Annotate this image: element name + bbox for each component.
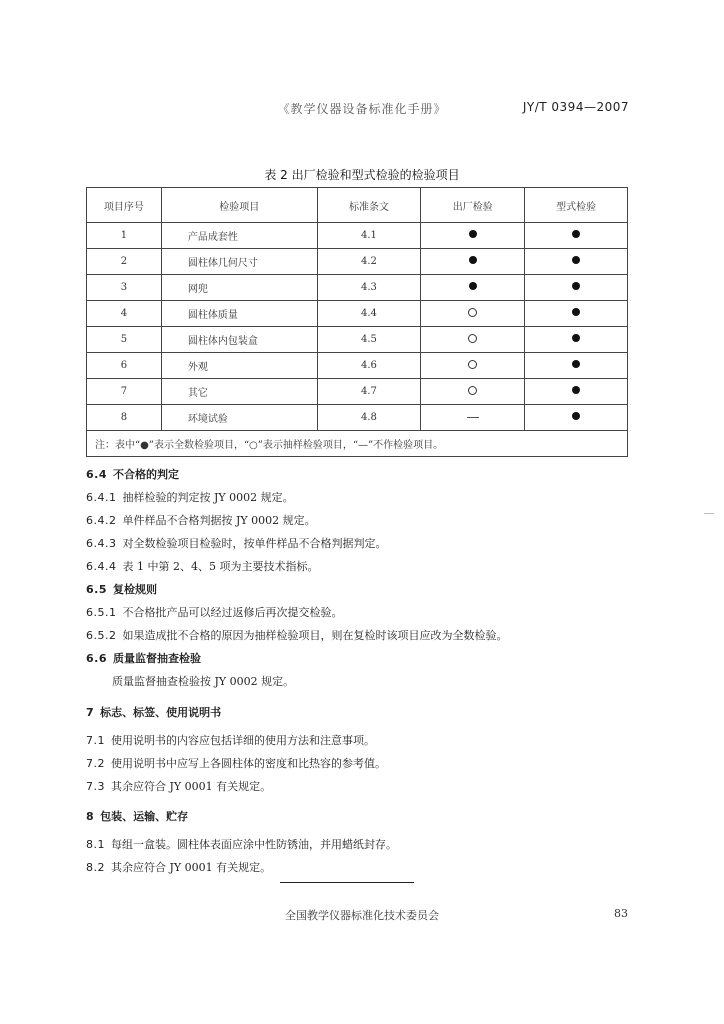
- table-row: [87, 405, 628, 431]
- sample-inspection-circle-icon: [468, 308, 477, 317]
- footer-rule: [280, 882, 414, 883]
- no-inspection-dash-icon: [467, 417, 479, 418]
- table-note: 注：表中“●”表示全数检验项目，“○”表示抽样检验项目，“—”不作检验项目。: [87, 431, 628, 457]
- row-no: 5: [87, 327, 162, 353]
- full-inspection-dot-icon: [572, 386, 580, 394]
- row-item: 其它: [161, 379, 317, 405]
- sample-inspection-circle-icon: [468, 360, 477, 369]
- row-item: 产品成套性: [161, 223, 317, 249]
- clause-6-4-4: 6.4.4 表 1 中第 2、4、5 项为主要技术指标。: [86, 560, 319, 573]
- full-inspection-dot-icon: [572, 308, 580, 316]
- row-clause: 4.8: [317, 405, 421, 431]
- col-header-clause: 标准条文: [317, 188, 421, 223]
- row-type-mark: [525, 223, 628, 249]
- row-item: 圆柱体内包装盒: [161, 327, 317, 353]
- row-clause: 4.4: [317, 301, 421, 327]
- table-row: [87, 223, 628, 249]
- table-header-row: [87, 188, 628, 223]
- clause-6-4-2: 6.4.2 单件样品不合格判据按 JY 0002 规定。: [86, 514, 316, 527]
- clause-6-4-1: 6.4.1 抽样检验的判定按 JY 0002 规定。: [86, 491, 294, 504]
- full-inspection-dot-icon: [469, 282, 477, 290]
- sample-inspection-circle-icon: [468, 334, 477, 343]
- row-type-mark: [525, 275, 628, 301]
- sample-inspection-circle-icon: [468, 386, 477, 395]
- row-no: 4: [87, 301, 162, 327]
- clause-6-4-3: 6.4.3 对全数检验项目检验时，按单件样品不合格判据判定。: [86, 537, 387, 550]
- clause-8-1: 8.1 每组一盒装。圆柱体表面应涂中性防锈油，并用蜡纸封存。: [86, 838, 397, 851]
- full-inspection-dot-icon: [572, 412, 580, 420]
- row-factory-mark: [421, 327, 525, 353]
- row-factory-mark: [421, 223, 525, 249]
- col-header-factory: 出厂检验: [421, 188, 525, 223]
- row-factory-mark: [421, 249, 525, 275]
- clause-8-2: 8.2 其余应符合 JY 0001 有关规定。: [86, 861, 272, 874]
- table-note-row: [87, 431, 628, 457]
- table-row: [87, 249, 628, 275]
- heading-6-4: 6.4 不合格的判定: [86, 468, 179, 481]
- row-factory-mark: [421, 275, 525, 301]
- row-factory-mark: [421, 301, 525, 327]
- table-row: [87, 275, 628, 301]
- row-factory-mark: [421, 353, 525, 379]
- row-item: 外观: [161, 353, 317, 379]
- col-header-item: 检验项目: [161, 188, 317, 223]
- clause-6-5-2: 6.5.2 如果造成批不合格的原因为抽样检验项目，则在复检时该项目应改为全数检验。: [86, 629, 508, 642]
- row-clause: 4.1: [317, 223, 421, 249]
- row-no: 3: [87, 275, 162, 301]
- inspection-items-table: [86, 187, 628, 457]
- clause-7-3: 7.3 其余应符合 JY 0001 有关规定。: [86, 780, 272, 793]
- full-inspection-dot-icon: [572, 282, 580, 290]
- row-type-mark: [525, 249, 628, 275]
- row-clause: 4.6: [317, 353, 421, 379]
- row-type-mark: [525, 327, 628, 353]
- clause-7-1: 7.1 使用说明书的内容应包括详细的使用方法和注意事项。: [86, 734, 375, 747]
- full-inspection-dot-icon: [572, 334, 580, 342]
- scan-mark: [704, 513, 714, 514]
- row-item: 网兜: [161, 275, 317, 301]
- heading-6-5: 6.5 复检规则: [86, 583, 157, 596]
- full-inspection-dot-icon: [469, 256, 477, 264]
- page-number: 83: [614, 907, 628, 920]
- row-no: 6: [87, 353, 162, 379]
- table-row: [87, 327, 628, 353]
- row-type-mark: [525, 405, 628, 431]
- row-no: 1: [87, 223, 162, 249]
- row-clause: 4.5: [317, 327, 421, 353]
- row-type-mark: [525, 301, 628, 327]
- row-type-mark: [525, 379, 628, 405]
- table-caption: 表 2 出厂检验和型式检验的检验项目: [264, 168, 460, 182]
- table-row: [87, 379, 628, 405]
- row-clause: 4.2: [317, 249, 421, 275]
- heading-7: 7 标志、标签、使用说明书: [86, 706, 222, 719]
- row-item: 圆柱体质量: [161, 301, 317, 327]
- standard-number: JY/T 0394—2007: [522, 100, 629, 114]
- row-clause: 4.7: [317, 379, 421, 405]
- clause-6-5-1: 6.5.1 不合格批产品可以经过返修后再次提交检验。: [86, 606, 343, 619]
- heading-8: 8 包装、运输、贮存: [86, 810, 189, 823]
- col-header-no: 项目序号: [87, 188, 162, 223]
- row-item: 圆柱体几何尺寸: [161, 249, 317, 275]
- heading-6-6: 6.6 质量监督抽查检验: [86, 652, 201, 665]
- running-header-title: 《教学仪器设备标准化手册》: [277, 102, 447, 116]
- full-inspection-dot-icon: [572, 256, 580, 264]
- row-clause: 4.3: [317, 275, 421, 301]
- row-no: 2: [87, 249, 162, 275]
- footer-organization: 全国教学仪器标准化技术委员会: [285, 909, 439, 922]
- row-factory-mark: [421, 379, 525, 405]
- col-header-type: 型式检验: [525, 188, 628, 223]
- full-inspection-dot-icon: [572, 360, 580, 368]
- row-factory-mark: [421, 405, 525, 431]
- clause-7-2: 7.2 使用说明书中应写上各圆柱体的密度和比热容的参考值。: [86, 757, 386, 770]
- clause-6-6-text: 质量监督抽查检验按 JY 0002 规定。: [112, 675, 295, 688]
- full-inspection-dot-icon: [469, 230, 477, 238]
- full-inspection-dot-icon: [572, 230, 580, 238]
- row-no: 7: [87, 379, 162, 405]
- table-row: [87, 301, 628, 327]
- row-no: 8: [87, 405, 162, 431]
- row-type-mark: [525, 353, 628, 379]
- table-row: [87, 353, 628, 379]
- row-item: 环境试验: [161, 405, 317, 431]
